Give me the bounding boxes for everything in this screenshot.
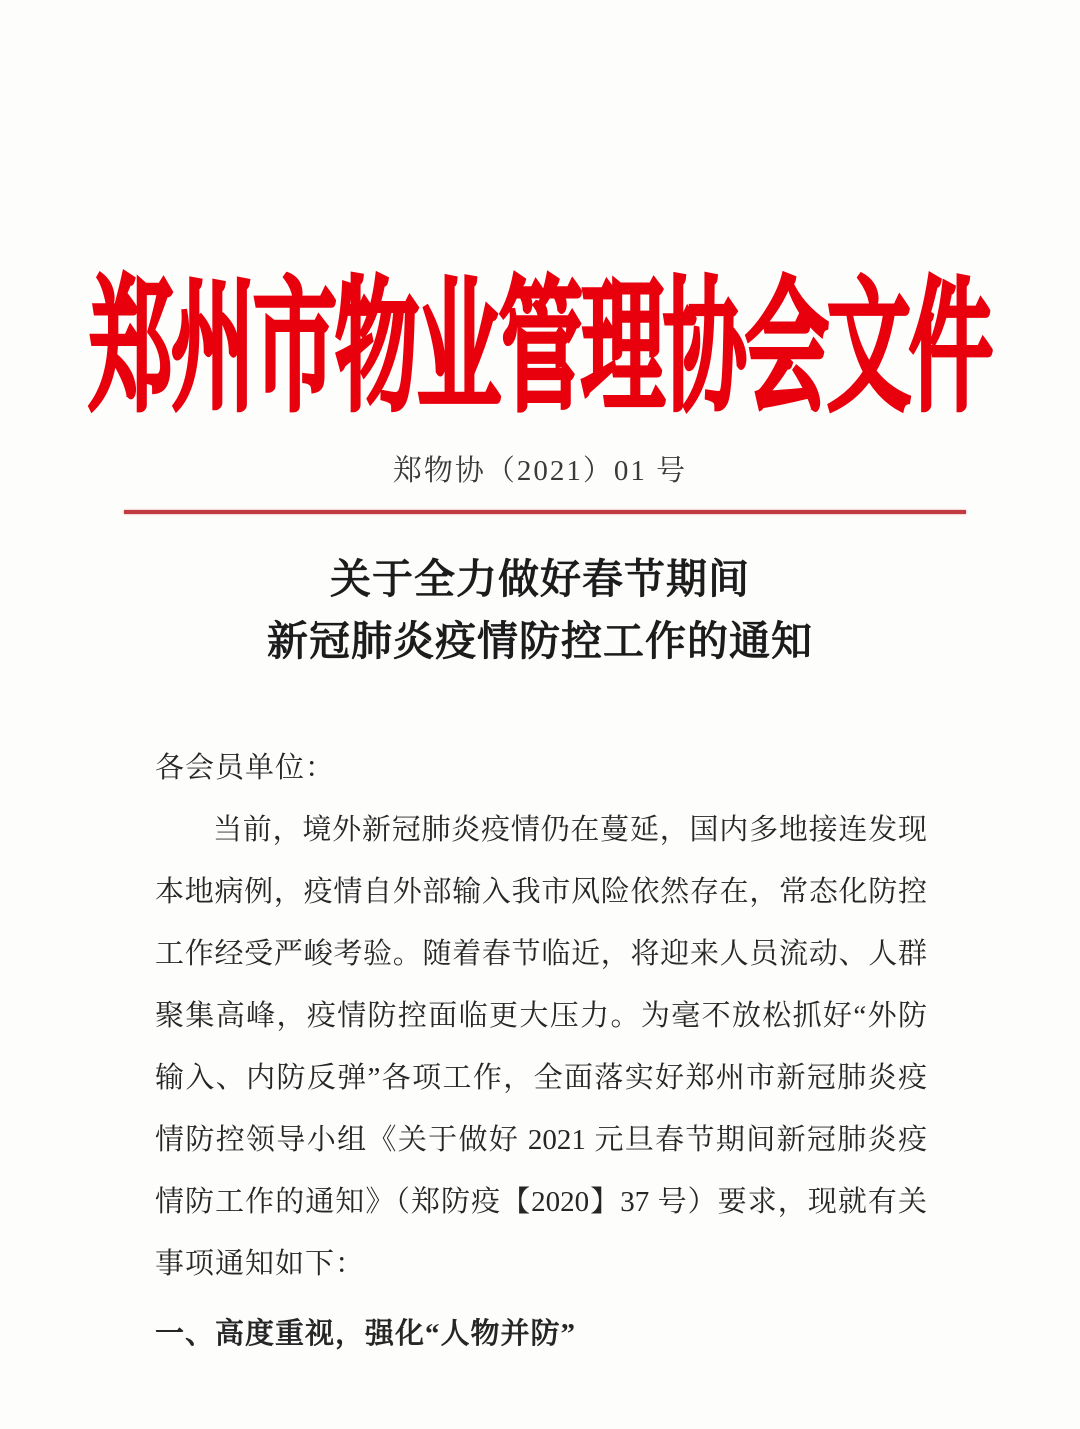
red-header-banner: 郑州市物业管理协会文件 xyxy=(88,269,991,430)
body-line: 情防工作的通知》（郑防疫【2020】37 号）要求，现就有关 xyxy=(155,1186,927,1218)
body-line: 输入、内防反弹”各项工作，全面落实好郑州市新冠肺炎疫 xyxy=(155,1062,927,1094)
section-heading-1: 一、高度重视，强化“人物并防” xyxy=(155,1318,577,1350)
red-divider-rule xyxy=(124,510,966,514)
body-line: 聚集高峰，疫情防控面临更大压力。为毫不放松抓好“外防 xyxy=(155,1000,927,1032)
notice-title-line-1: 关于全力做好春节期间 xyxy=(330,556,750,602)
body-line: 当前，境外新冠肺炎疫情仍在蔓延，国内多地接连发现 xyxy=(213,814,927,846)
notice-title xyxy=(0,548,1080,672)
salutation: 各会员单位： xyxy=(155,752,336,784)
body-line: 情防控领导小组《关于做好 2021 元旦春节期间新冠肺炎疫 xyxy=(155,1124,927,1156)
notice-title-line-2: 新冠肺炎疫情防控工作的通知 xyxy=(267,618,813,664)
body-line: 本地病例，疫情自外部输入我市风险依然存在，常态化防控 xyxy=(155,876,927,908)
body-line: 工作经受严峻考验。随着春节临近，将迎来人员流动、人群 xyxy=(155,938,927,970)
document-number: 郑物协（2021）01 号 xyxy=(392,455,688,487)
notice-body xyxy=(155,737,927,1365)
body-line: 事项通知如下： xyxy=(155,1248,366,1280)
